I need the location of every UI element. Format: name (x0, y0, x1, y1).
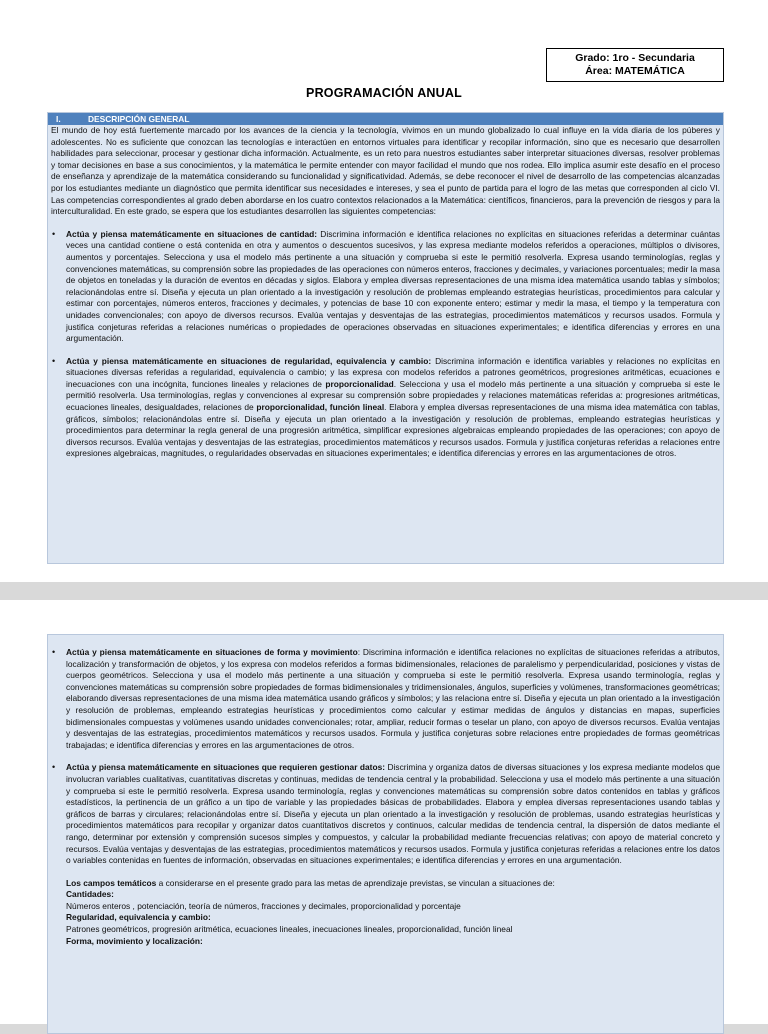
competency-text: . Elabora y emplea diversas representaciones de una misma idea matemática con tablas, gráficos, símbolos; relacionándolas entre sí. Diseña y ejecuta un plan orientado a la investigación y resolución de problemas, empleando estrategias heurísticas y procedimientos para determinar la regla general de una progresión aritmética, simplificar expresiones algebraicas empleando propiedades de las operaciones; con apoyo de diversos recursos. Evalúa ventajas y desventajas de las estrategias, procedimientos matemáticos y recursos usados. Formula y justifica conjeturas referidas a relaciones entre expresiones algebraicas, magnitudes, o regularidades observadas en situaciones experimentales; e identifica diferencias y errores en las argumentaciones de otros. (66, 402, 720, 459)
bullet-icon: • (52, 762, 56, 773)
competency-title: Actúa y piensa matemáticamente en situaciones de cantidad: (66, 228, 318, 239)
theme-text: Patrones geométricos, progresión aritmética, ecuaciones lineales, inecuaciones lineales, proporcionalidad, función lineal (66, 924, 513, 935)
competency-title: Actúa y piensa matemáticamente en situaciones de forma y movimiento (66, 647, 358, 657)
thematic-fields (48, 878, 723, 948)
intro-paragraph: El mundo de hoy está fuertemente marcado por los avances de la ciencia y la tecnología, vivimos en un mundo globalizado lo cual influye en la vida diaria de los púberes y adolescentes. No es suficiente que conozcan las tecnologías e interactúen en entornos virtuales para identificar y recopilar información, sino que es necesario que desarrollen habilidades para seleccionar, procesar y gestionar dicha información. Actualmente, es un reto para nuestros estudiantes saber interpretar situaciones diversas, resolver problemas y tomar decisiones en base a sus conocimientos, y la matemática le permite entender con mayor facilidad el mundo que nos rodea. Ello implica asumir este desafío en el proceso de enseñanza y aprendizaje de la matemática considerando su funcionalidad y significatividad. Además, se debe reconocer el nivel de desarrollo de las competencias alcanzadas por los estudiantes mediante un diagnóstico que permita identificar sus necesidades e intereses, y sea el punto de partida para el logro de las metas que corresponden al ciclo VI. Las competencias correspondientes al grado deben abordarse en los cuatro contextos relacionados a la Matemática: científicos, financieros, para la prevención de riesgos y para la interculturalidad. En este grado, se espera que los estudiantes desarrollen las siguientes competencias: (51, 125, 720, 217)
competency-item (48, 647, 723, 751)
competency-text: Discrimina información e identifica relaciones no explícitas en situaciones referidas a determinar cuántas veces una cantidad contiene o está contenida en otra y aumentos o descuentos sucesivos, y las expresa mediante modelos referidos a operaciones, múltiplos o divisores, aumentos y porcentajes. Selecciona y usa el modelo más pertinente a una situación y comprueba si este le permitió resolverla. Expresa usando terminologías, reglas y convenciones matemáticas, su comprensión sobre las propiedades de las operaciones con números enteros, fracciones y decimales, y variaciones porcentuales; medir la masa de objetos en toneladas y la duración de eventos en décadas y siglos. Elabora y emplea diversas representaciones de una misma idea matemática usando tablas y símbolos; relacionándolas entre sí. Diseña y ejecuta un plan orientado a la investigación y resolución de problemas empleando estrategias heurísticas, procedimientos para calcular y estimar con porcentajes, números enteros, fracciones y decimales, y potencias de base 10 con exponente entero; estimar y medir la masa, el tiempo y la temperatura con unidades convencionales; con apoyo de diversos recursos. Evalúa ventajas y desventajas de las estrategias, procedimientos matemáticos y recursos usados. Formula y justifica conjeturas referidas a relaciones numéricas o propiedades de operaciones observadas en situaciones experimentales; e identifica diferencias y errores en una argumentación. (66, 228, 720, 344)
section-header (48, 113, 723, 125)
section-continuation (47, 634, 724, 1034)
competency-text: : Discrimina información e identifica relaciones no explícitas de situaciones referidas a atributos, localización y transformación de objetos, y los expresa con modelos referidos a formas bidimensionales, relaciones de paralelismo y perpendicularidad, posiciones y vistas de cuerpos geométricos. Selecciona y usa el modelo más pertinente a una situación y comprueba si este le permitió resolverla. Expresa usando terminología, reglas y convenciones matemáticas su comprensión sobre propiedades de formas bidimensionales y tridimensionales, ángulos, superficies y volúmenes, transformaciones geométricas; elaborando diversas representaciones de una misma idea matemática usando gráficos y símbolos; y las relaciona entre sí. Diseña y ejecuta un plan orientado a la investigación y resolución de problemas, empleando estrategias heurísticas y procedimientos como calcular y estimar medidas de ángulos y distancias en mapas, superficies bidimensionales compuestas y volúmenes usando unidades convencionales; rotar, ampliar, reducir formas o teselar un plano, con apoyo de diversos recursos. Evalúa ventajas y desventajas de las estrategias, procedimientos matemáticos y recursos usados. Formula y justifica conjeturas sobre relaciones entre propiedades de formas geométricas trabajadas; e identifica diferencias y errores en las argumentaciones de otros. (66, 647, 720, 750)
section-heading: DESCRIPCIÓN GENERAL (88, 114, 190, 124)
bullet-icon: • (52, 355, 56, 366)
competency-keyword: proporcionalidad, función lineal (256, 402, 385, 413)
competency-title: Actúa y piensa matemáticamente en situaciones de regularidad, equivalencia y cambio: (66, 355, 432, 366)
competency-item (48, 762, 723, 866)
competency-keyword: proporcionalidad (325, 378, 394, 389)
themes-intro-bold: Los campos temáticos (66, 877, 157, 888)
competency-text: Discrimina y organiza datos de diversas situaciones y los expresa mediante modelos que involucran variables cualitativas, cuantitativas discretas y continuas, medidas de tendencia central y la probabilidad. Selecciona y usa el modelo más pertinente a una situación y comprueba si este le permitió resolverla. Expresa usando terminología, reglas y convenciones matemáticas su comprensión sobre datos contenidos en tablas y gráficos estadísticos, la pertinencia de un gráfico a un tipo de variable y las propiedades básicas de probabilidades. Elabora y emplea diversas representaciones usando tablas y gráficos de barras y circulares; relacionándolas entre sí. Diseña y ejecuta un plan orientado a la investigación y resolución de problemas, usando estrategias heurísticas y procedimientos matemáticos para recopilar y organizar datos cuantitativos discretos y continuos, calcular medidas de tendencia central, la dispersión de datos mediante el rango, determinar por extensión y comprensión sucesos simples y compuestos, y calcular la probabilidad mediante frecuencias relativas; con apoyo de material concreto y recursos. Evalúa ventajas y desventajas de las estrategias, procedimientos matemáticos y recursos usados. Formula y justifica conjeturas referidas a relaciones entre los datos o variables contenidas en fuentes de información, observadas en situaciones experimentales; e identifica diferencias y errores en una argumentación. (66, 762, 720, 866)
grade-area-box (546, 48, 724, 82)
area-label: Área: MATEMÁTICA (585, 65, 685, 77)
theme-title: Forma, movimiento y localización: (66, 935, 203, 946)
theme-title: Cantidades: (66, 889, 114, 900)
section-number: I. (56, 114, 61, 124)
competency-item (48, 229, 723, 345)
bullet-icon: • (52, 647, 56, 657)
competency-item (48, 356, 723, 460)
section-general-description (47, 112, 724, 564)
themes-intro-text: a considerarse en el presente grado para las metas de aprendizaje previstas, se vinculan a situaciones de: (156, 877, 555, 888)
page-title: PROGRAMACIÓN ANUAL (306, 86, 462, 100)
competency-text: . Selecciona y usa el modelo más pertinente a una situación y comprueba si este le permitió resolverla. Usa terminologías, reglas y convenciones al expresar su comprensión sobre propiedades y relaciones matemáticas referidas a: progresiones aritméticas, ecuaciones lineales, desigualdades, relaciones de (66, 378, 720, 413)
competency-text: Discrimina información e identifica variables y relaciones no explícitas en situaciones diversas referidas a regularidad, equivalencia o cambio; y las expresa con modelos referidos a patrones geométricos, progresiones aritméticas, ecuaciones e inecuaciones con una incógnita, funciones lineales y relaciones de (66, 355, 720, 389)
grade-label: Grado: 1ro - Secundaria (575, 52, 695, 64)
theme-text: Números enteros , potenciación, teoría de números, fracciones y decimales, proporcionalidad y porcentaje (66, 900, 461, 911)
competency-title: Actúa y piensa matemáticamente en situaciones que requieren gestionar datos: (66, 762, 386, 773)
theme-title: Regularidad, equivalencia y cambio: (66, 912, 211, 923)
themes-intro (66, 878, 720, 890)
bullet-icon: • (52, 228, 56, 239)
